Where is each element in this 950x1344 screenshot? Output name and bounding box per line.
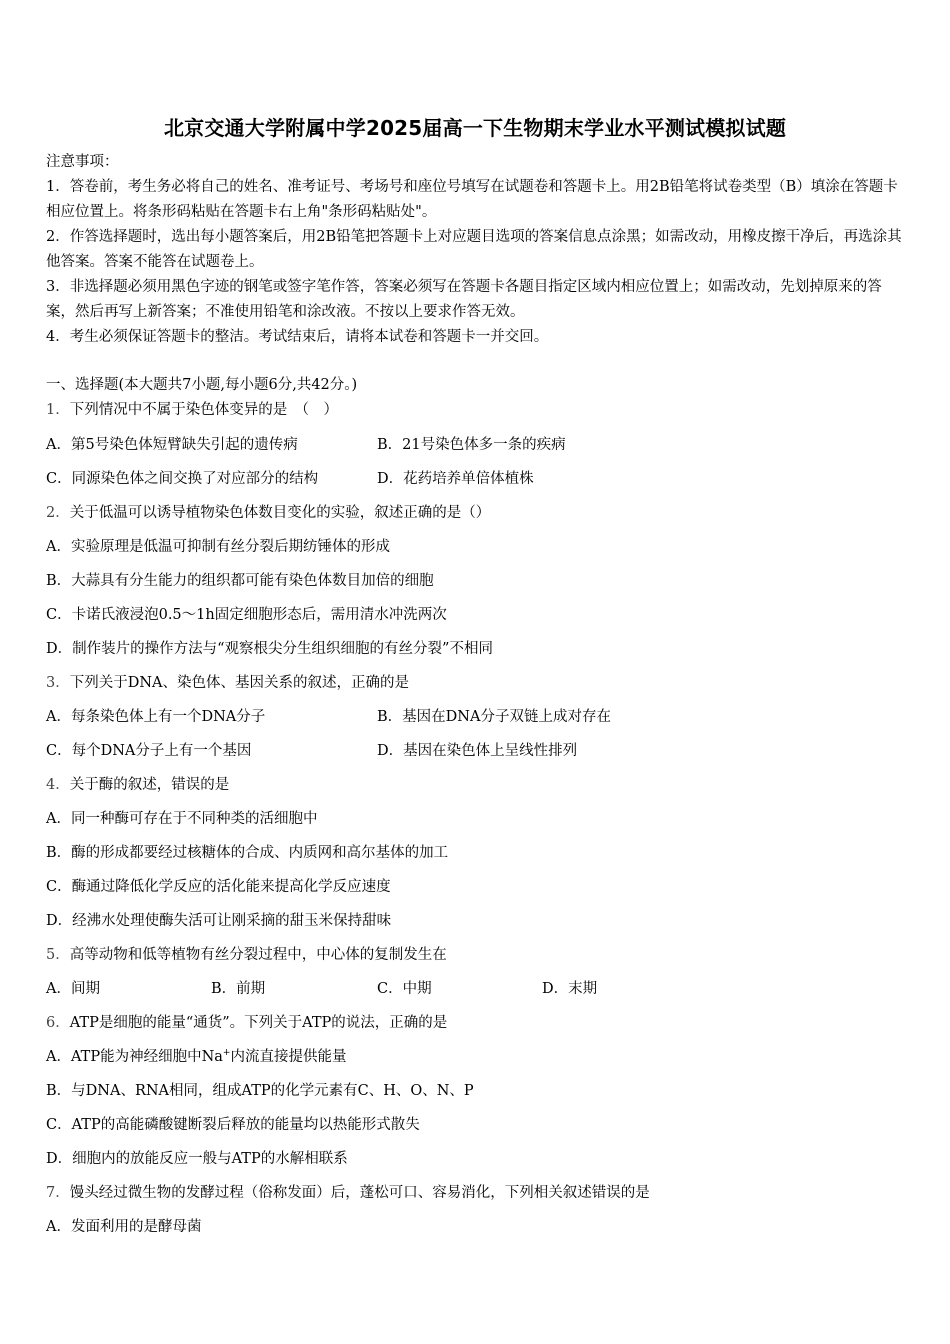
option-b: B．酶的形成都要经过核糖体的合成、内质网和高尔基体的加工: [46, 845, 449, 861]
note-item: 2．作答选择题时，选出每小题答案后，用2B铅笔把答题卡上对应题目选项的答案信息点涂黑；如需改动，用橡皮擦干净后，再选涂其他答案。答案不能答在试题卷上。: [46, 229, 902, 270]
question-stem: 下列情况中不属于染色体变异的是 （ ）: [69, 402, 338, 418]
option-b: B．前期: [211, 981, 266, 997]
option-c: C．ATP的高能磷酸键断裂后释放的能量均以热能形式散失: [46, 1117, 420, 1133]
question-2: [46, 503, 490, 523]
question-7: [46, 1183, 650, 1203]
option-d: D．经沸水处理使酶失活可让刚采摘的甜玉米保持甜味: [46, 913, 392, 929]
question-number: 4．: [46, 777, 70, 793]
option-d: D．制作装片的操作方法与“观察根尖分生组织细胞的有丝分裂”不相同: [46, 641, 493, 657]
option-a: [46, 1047, 346, 1067]
question-stem: 馒头经过微生物的发酵过程（俗称发面）后，蓬松可口、容易消化，下列相关叙述错误的是: [69, 1185, 650, 1201]
option-b: B．与DNA、RNA相同，组成ATP的化学元素有C、H、O、N、P: [46, 1083, 474, 1099]
option-b: B．基因在DNA分子双链上成对存在: [377, 709, 611, 725]
option-c: C．每个DNA分子上有一个基因: [46, 743, 252, 759]
option-a: A．第5号染色体短臂缺失引起的遗传病: [46, 437, 298, 453]
question-stem: 高等动物和低等植物有丝分裂过程中，中心体的复制发生在: [69, 947, 447, 963]
option-b: B．21号染色体多一条的疾病: [377, 437, 566, 453]
question-number: 3．: [46, 675, 70, 691]
option-c: C．酶通过降低化学反应的活化能来提高化学反应速度: [46, 879, 391, 895]
question-number: 2．: [46, 505, 70, 521]
note-item: 1．答卷前，考生务必将自己的姓名、准考证号、考场号和座位号填写在试题卷和答题卡上。用2B铅笔将试卷类型（B）填涂在答题卡相应位置上。将条形码粘贴在答题卡右上角"条形码粘贴处"。: [46, 179, 898, 220]
option-c: C．卡诺氏液浸泡0.5～1h固定细胞形态后，需用清水冲洗两次: [46, 607, 447, 623]
option-a: A．同一种酶可存在于不同种类的活细胞中: [46, 811, 318, 827]
question-1: [46, 400, 338, 420]
option-a: A．每条染色体上有一个DNA分子: [46, 709, 266, 725]
question-number: 6．: [46, 1015, 70, 1031]
page-title: 北京交通大学附属中学2025届高一下生物期末学业水平测试模拟试题: [163, 116, 787, 140]
option-d: D．基因在染色体上呈线性排列: [377, 743, 578, 759]
superscript-plus: +: [222, 1048, 231, 1059]
question-stem: 下列关于DNA、染色体、基因关系的叙述，正确的是: [69, 675, 410, 691]
question-stem: 关于低温可以诱导植物染色体数目变化的实验，叙述正确的是（）: [69, 505, 491, 521]
option-a: A．发面利用的是酵母菌: [46, 1219, 202, 1235]
note-item: 3．非选择题必须用黑色字迹的钢笔或签字笔作答，答案必须写在答题卡各题目指定区域内相应位置上；如需改动，先划掉原来的答案，然后再写上新答案；不准使用铅笔和涂改液。不按以上要求作答无效。: [46, 279, 882, 320]
option-c: C．中期: [377, 981, 432, 997]
option-b: B．大蒜具有分生能力的组织都可能有染色体数目加倍的细胞: [46, 573, 434, 589]
question-number: 5．: [46, 947, 70, 963]
note-item: 4．考生必须保证答题卡的整洁。考试结束后，请将本试卷和答题卡一并交回。: [46, 329, 549, 345]
question-stem: ATP是细胞的能量“通货”。下列关于ATP的说法，正确的是: [69, 1015, 448, 1031]
question-number: 1．: [46, 402, 70, 418]
notes-section: [46, 150, 906, 350]
question-stem: 关于酶的叙述，错误的是: [69, 777, 230, 793]
option-d: D．花药培养单倍体植株: [377, 471, 534, 487]
question-4: [46, 775, 229, 795]
option-d: D．细胞内的放能反应一般与ATP的水解相联系: [46, 1151, 348, 1167]
question-3: [46, 673, 409, 693]
option-a-text: A．ATP能为神经细胞中Na: [46, 1049, 223, 1065]
question-6: [46, 1013, 447, 1033]
question-5: [46, 945, 447, 965]
notes-heading: 注意事项：: [46, 154, 119, 170]
option-c: C．同源染色体之间交换了对应部分的结构: [46, 471, 319, 487]
question-number: 7．: [46, 1185, 70, 1201]
option-a-text-end: 内流直接提供能量: [230, 1049, 347, 1065]
option-d: D．末期: [542, 981, 598, 997]
option-a: A．间期: [46, 981, 100, 997]
option-a: A．实验原理是低温可抑制有丝分裂后期纺锤体的形成: [46, 539, 390, 555]
section-heading: 一、选择题(本大题共7小题,每小题6分,共42分。): [46, 377, 358, 393]
